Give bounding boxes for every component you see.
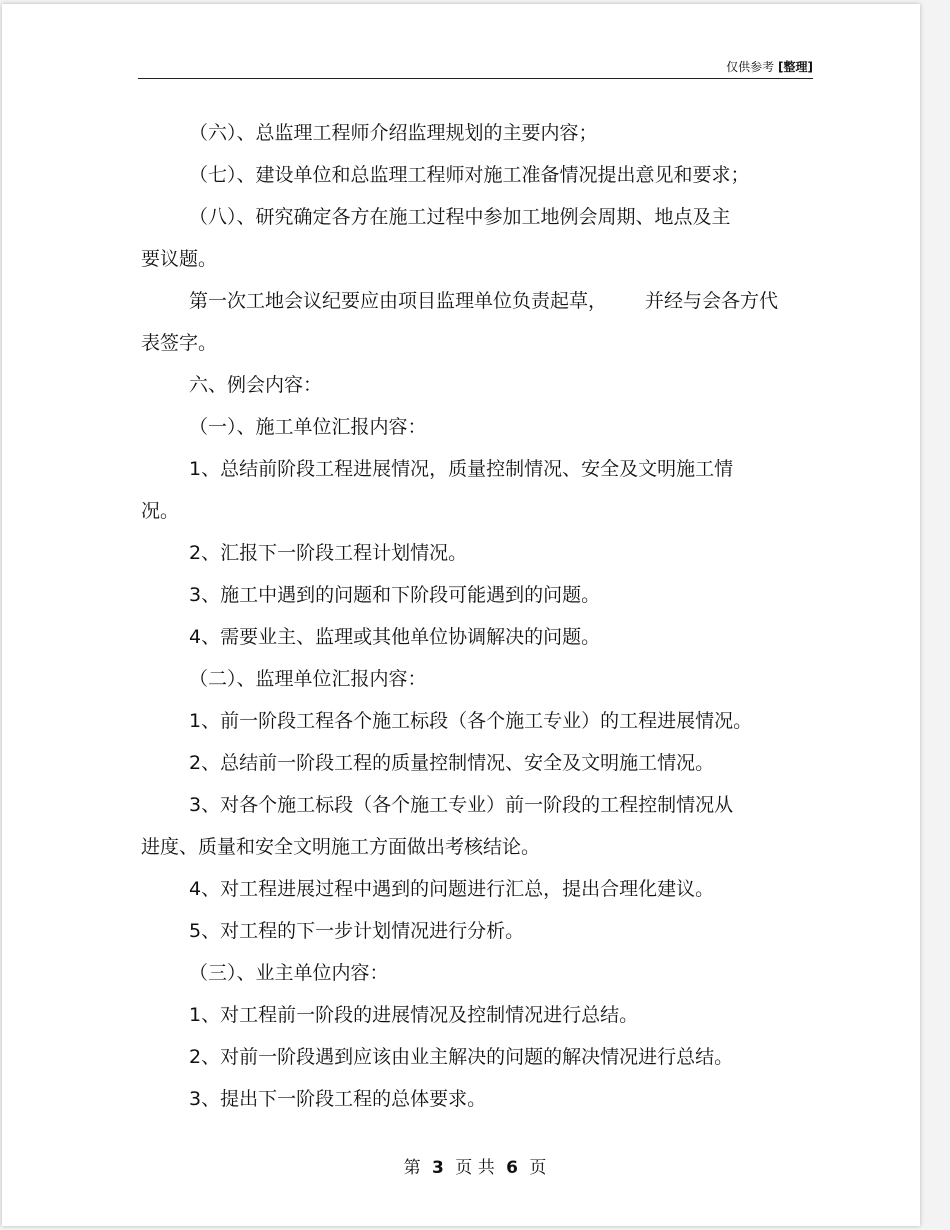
page-footer: [0, 1153, 950, 1178]
list-item-continuation: 进度、质量和安全文明施工方面做出考核结论。: [141, 836, 541, 858]
list-item: 4、需要业主、监理或其他单位协调解决的问题。: [189, 626, 601, 648]
list-item: 1、对工程前一阶段的进展情况及控制情况进行总结。: [189, 1004, 639, 1026]
paragraph-part: 并经与会各方代: [645, 290, 779, 312]
document-page: [2, 4, 920, 1226]
paragraph-continuation: 表签字。: [141, 332, 218, 354]
subsection-heading: （一）、施工单位汇报内容：: [189, 416, 427, 438]
current-page-number: 3: [432, 1158, 444, 1178]
footer-suffix: 页: [529, 1158, 547, 1178]
list-item: 3、对各个施工标段（各个施工专业）前一阶段的工程控制情况从: [189, 794, 734, 816]
document-body: [141, 112, 809, 1120]
list-item: 1、前一阶段工程各个施工标段（各个施工专业）的工程进展情况。: [189, 710, 753, 732]
page-header: [138, 56, 813, 79]
list-item-continuation: 况。: [141, 500, 180, 522]
list-item: 2、汇报下一阶段工程计划情况。: [189, 542, 468, 564]
footer-middle: 页 共: [455, 1158, 495, 1178]
paragraph: （六）、总监理工程师介绍监理规划的主要内容；: [189, 122, 598, 144]
list-item: 4、对工程进展过程中遇到的问题进行汇总，提出合理化建议。: [189, 878, 715, 900]
list-item: 2、总结前一阶段工程的质量控制情况、安全及文明施工情况。: [189, 752, 715, 774]
list-item: 3、施工中遇到的问题和下阶段可能遇到的问题。: [189, 584, 601, 606]
subsection-heading: （三）、业主单位内容：: [189, 962, 389, 984]
paragraph-continuation: 要议题。: [141, 248, 218, 270]
section-heading: 六、例会内容：: [189, 374, 323, 396]
paragraph: （七）、建设单位和总监理工程师对施工准备情况提出意见和要求；: [189, 164, 750, 186]
list-item: 2、对前一阶段遇到应该由业主解决的问题的解决情况进行总结。: [189, 1046, 734, 1068]
list-item: 3、提出下一阶段工程的总体要求。: [189, 1088, 487, 1110]
total-pages-number: 6: [506, 1158, 518, 1178]
header-note: 仅供参考: [726, 60, 775, 74]
list-item: 1、总结前阶段工程进展情况，质量控制情况、安全及文明施工情: [189, 458, 734, 480]
subsection-heading: （二）、监理单位汇报内容：: [189, 668, 427, 690]
paragraph-part: 第一次工地会议纪要应由项目监理单位负责起草，: [189, 290, 608, 312]
footer-prefix: 第: [403, 1158, 421, 1178]
paragraph: [141, 280, 809, 322]
header-tag: [整理]: [778, 60, 813, 74]
list-item: 5、对工程的下一步计划情况进行分析。: [189, 920, 525, 942]
paragraph: （八）、研究确定各方在施工过程中参加工地例会周期、地点及主: [189, 206, 731, 228]
